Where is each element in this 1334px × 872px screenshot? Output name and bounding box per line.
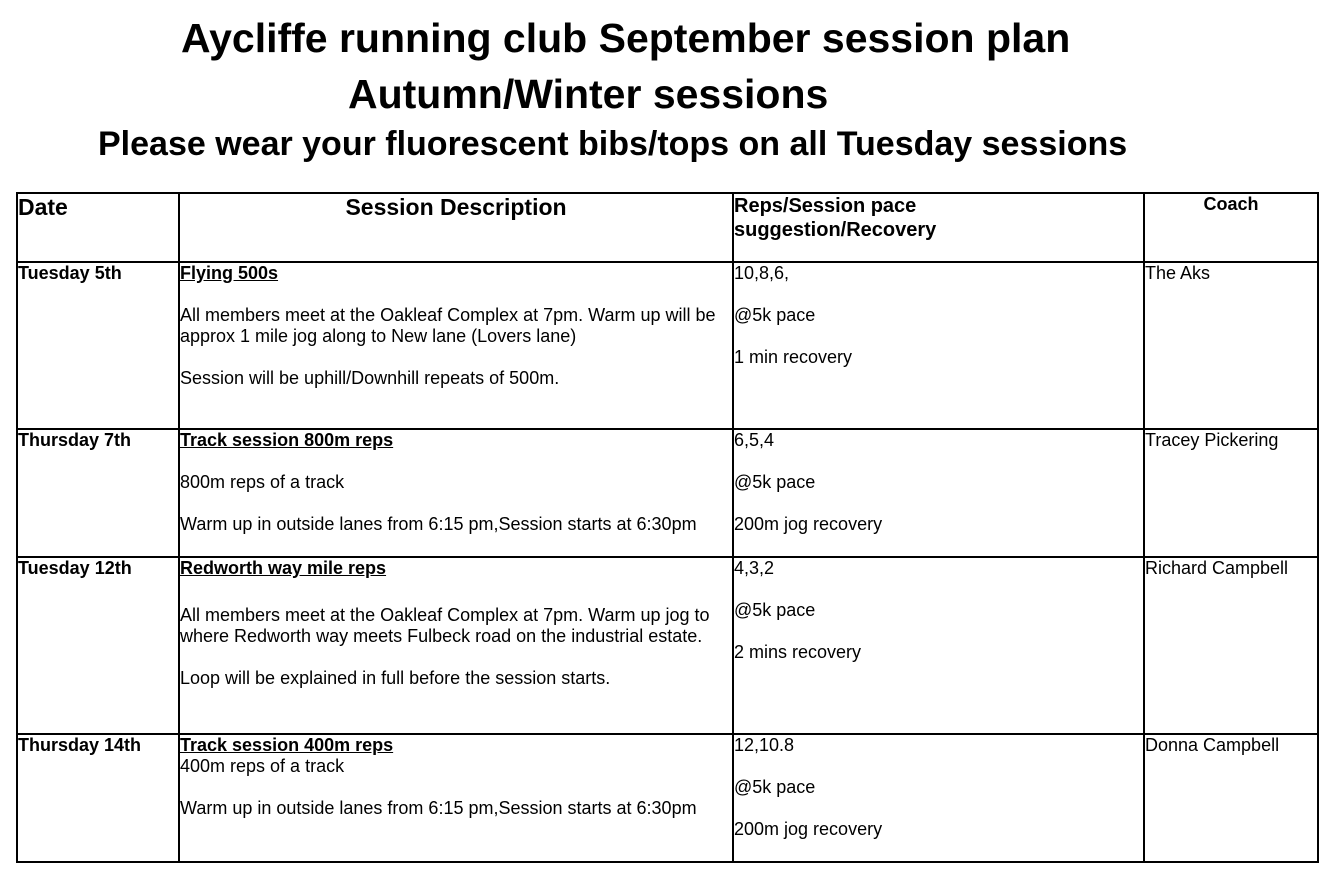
page-title: Aycliffe running club September session plan (181, 15, 1071, 61)
session-paragraph: Warm up in outside lanes from 6:15 pm,Session starts at 6:30pm (180, 798, 697, 818)
session-description (179, 429, 733, 557)
session-coach: Donna Campbell (1144, 734, 1318, 862)
column-header-date: Date (17, 193, 179, 262)
session-paragraph: All members meet at the Oakleaf Complex at 7pm. Warm up will be approx 1 mile jog along to New lane (Lovers lane) (180, 305, 716, 346)
session-coach: Tracey Pickering (1144, 429, 1318, 557)
session-description (179, 557, 733, 734)
session-date: Thursday 14th (17, 734, 179, 862)
session-reps (733, 429, 1144, 557)
session-coach: Richard Campbell (1144, 557, 1318, 734)
page-subtitle: Autumn/Winter sessions (348, 71, 829, 117)
reps-pace: @5k pace (734, 472, 816, 492)
reps-pace: @5k pace (734, 600, 816, 620)
table-header-row (17, 193, 1318, 262)
reps-count: 12,10.8 (734, 735, 795, 755)
session-description (179, 734, 733, 862)
session-paragraph: Loop will be explained in full before the session starts. (180, 668, 611, 688)
reps-pace: @5k pace (734, 777, 816, 797)
column-header-coach: Coach (1144, 193, 1318, 262)
table-row (17, 262, 1318, 429)
reps-recovery: 1 min recovery (734, 347, 853, 367)
reps-count: 10,8,6, (734, 263, 790, 283)
session-reps (733, 734, 1144, 862)
session-paragraph: Warm up in outside lanes from 6:15 pm,Session starts at 6:30pm (180, 514, 697, 534)
session-date: Thursday 7th (17, 429, 179, 557)
session-title: Redworth way mile reps (180, 558, 387, 578)
reps-pace: @5k pace (734, 305, 816, 325)
session-coach: The Aks (1144, 262, 1318, 429)
reps-recovery: 2 mins recovery (734, 642, 862, 662)
reps-count: 6,5,4 (734, 430, 775, 450)
session-reps (733, 557, 1144, 734)
session-paragraph: 400m reps of a track (180, 756, 345, 776)
session-paragraph: 800m reps of a track (180, 472, 345, 492)
column-header-reps (733, 193, 1144, 262)
session-date: Tuesday 12th (17, 557, 179, 734)
table-row (17, 429, 1318, 557)
column-header-reps-line2: suggestion/Recovery (734, 219, 937, 241)
session-plan-table (16, 192, 1319, 863)
column-header-reps-line1: Reps/Session pace (734, 195, 917, 217)
session-title: Flying 500s (180, 263, 279, 283)
session-title: Track session 800m reps (180, 430, 394, 450)
session-title: Track session 400m reps (180, 735, 394, 755)
table-row (17, 557, 1318, 734)
reps-count: 4,3,2 (734, 558, 775, 578)
table-row (17, 734, 1318, 862)
column-header-description: Session Description (179, 193, 733, 262)
session-reps (733, 262, 1144, 429)
session-description (179, 262, 733, 429)
session-paragraph: All members meet at the Oakleaf Complex at 7pm. Warm up jog to where Redworth way meets Fulbeck road on the industrial estate. (180, 605, 710, 646)
session-paragraph: Session will be uphill/Downhill repeats of 500m. (180, 368, 560, 388)
bib-notice: Please wear your fluorescent bibs/tops on all Tuesday sessions (98, 125, 1128, 163)
reps-recovery: 200m jog recovery (734, 514, 883, 534)
session-date: Tuesday 5th (17, 262, 179, 429)
reps-recovery: 200m jog recovery (734, 819, 883, 839)
